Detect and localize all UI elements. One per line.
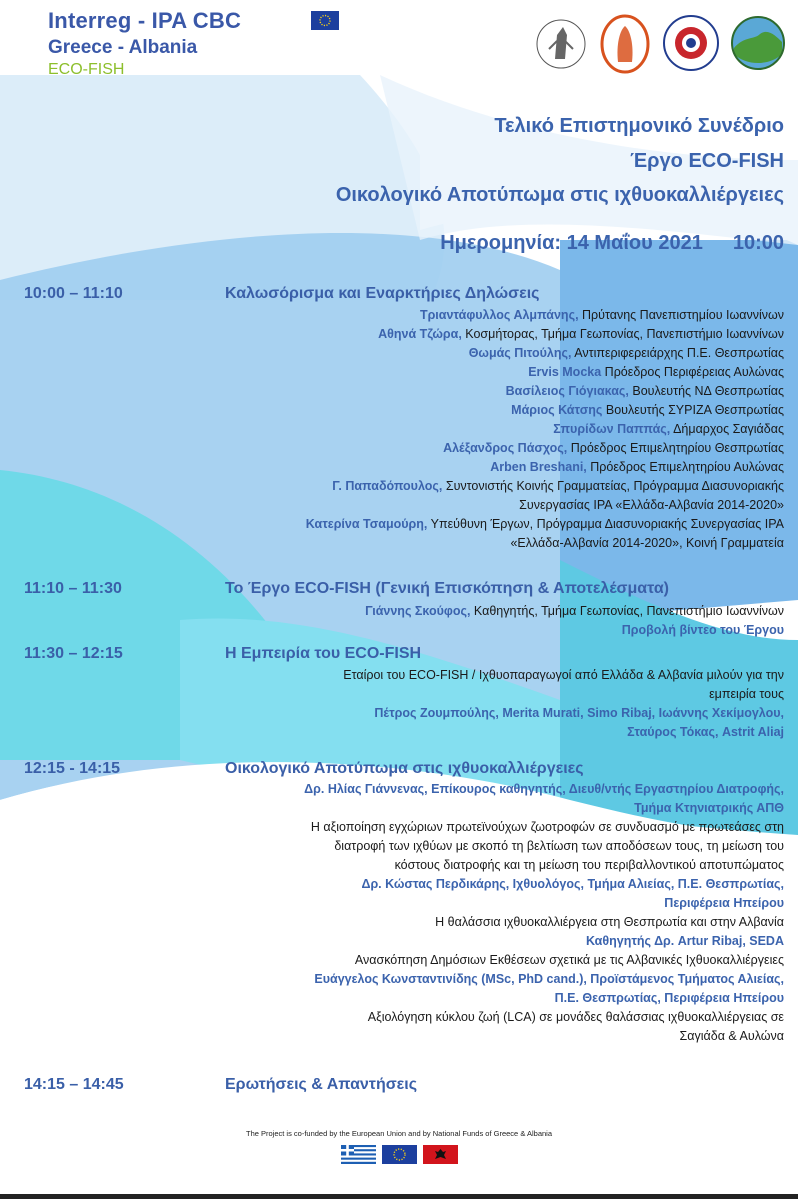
interreg-logo-text: Interreg - IPA CBC: [48, 8, 242, 33]
talk-line: Ανασκόπηση Δημόσιων Εκθέσεων σχετικά με τις Αλβανικές Ιχθυοκαλλιέργειες: [354, 953, 784, 967]
speaker-line: Σταύρος Τόκας, Astrit Aliaj: [627, 725, 784, 739]
chamber-vlora-logo-icon: [662, 14, 720, 72]
speaker-line: Βασίλειος Γιόγιακας, Βουλευτής ΝΔ Θεσπρωτίας: [505, 384, 784, 398]
speaker-line: Τριαντάφυλλος Αλμπάνης, Πρύτανης Πανεπιστημίου Ιωαννίνων: [419, 308, 784, 322]
university-of-ioannina-logo-icon: [535, 15, 587, 73]
speaker-line: Θωμάς Πιτούλης, Αντιπεριφερειάρχης Π.Ε. Θεσπρωτίας: [468, 346, 784, 360]
speaker-line: Ευάγγελος Κωνσταντινίδης (MSc, PhD cand.), Προϊστάμενος Τμήματος Αλιείας,: [314, 972, 784, 986]
eu-flag-icon: [311, 11, 339, 30]
seep-logo-icon: [730, 14, 786, 72]
date-line: [440, 232, 784, 255]
speaker-line: Καθηγητής Δρ. Artur Ribaj, SEDA: [585, 934, 784, 948]
session-title: Το Έργο ECO-FISH (Γενική Επισκόπηση & Αποτελέσματα): [225, 580, 669, 597]
talk-line: Η θαλάσσια ιχθυοκαλλιέργεια στη Θεσπρωτία και στην Αλβανία: [435, 915, 784, 929]
project-title: Έργο ECO-FISH: [630, 150, 784, 172]
session-time: 10:00 – 11:10: [24, 285, 123, 302]
conference-time: 10:00: [732, 232, 784, 254]
session-time: 12:15 - 14:15: [24, 760, 121, 777]
speaker-line: Σπυρίδων Παππάς, Δήμαρχος Σαγιάδας: [553, 422, 784, 436]
session-time: 14:15 – 14:45: [24, 1076, 124, 1093]
speaker-line: Αλέξανδρος Πάσχος, Πρόεδρος Επιμελητηρίου Θεσπρωτίας: [443, 441, 784, 455]
talk-line: διατροφή των ιχθύων με σκοπό τη βελτίωση των αποδόσεων τους, τη μείωση του: [334, 839, 784, 853]
speaker-line: Ervis Mocka Πρόεδρος Περιφέρειας Αυλώνας: [528, 365, 784, 379]
speaker-line: Συνεργασίας IPA «Ελλάδα-Αλβανία 2014-2020»: [519, 498, 784, 512]
speaker-line: Δρ. Ηλίας Γιάννενας, Επίκουρος καθηγητής, Διευθ/ντής Εργαστηρίου Διατροφής,: [304, 782, 784, 796]
project-name: ECO-FISH: [48, 61, 125, 78]
session-time: 11:10 – 11:30: [24, 580, 122, 597]
speaker-line: Δρ. Κώστας Περδικάρης, Ιχθυολόγος, Τμήμα Αλιείας, Π.Ε. Θεσπρωτίας,: [361, 877, 784, 891]
session-title: Ερωτήσεις & Απαντήσεις: [225, 1076, 418, 1093]
speaker-line: Τμήμα Κτηνιατρικής ΑΠΘ: [634, 801, 784, 815]
speaker-line: Π.Ε. Θεσπρωτίας, Περιφέρεια Ηπείρου: [554, 991, 784, 1005]
session-time: 11:30 – 12:15: [24, 645, 123, 662]
chamber-thesprotia-logo-icon: [600, 14, 650, 74]
talk-line: Σαγιάδα & Αυλώνα: [679, 1029, 784, 1043]
funding-note: The Project is co-funded by the European Union and by National Funds of Greece & Albania: [245, 1129, 553, 1138]
bottom-border: [0, 1194, 798, 1199]
speaker-line: Arben Breshani, Πρόεδρος Επιμελητηρίου Αυλώνας: [490, 460, 784, 474]
program-countries: Greece - Albania: [48, 37, 198, 58]
talk-line: Αξιολόγηση κύκλου ζωή (LCA) σε μονάδες θαλάσσιας ιχθυοκαλλιέργειας σε: [367, 1010, 784, 1024]
description-line: εμπειρία τους: [709, 687, 784, 701]
description-line: Εταίροι του ECO-FISH / Ιχθυοπαραγωγοί από Ελλάδα & Αλβανία μιλούν για την: [343, 668, 784, 682]
greece-flag-icon: [341, 1145, 376, 1164]
talk-line: κόστους διατροφής και τη μείωση του περιβαλλοντικού αποτυπώματος: [394, 858, 784, 872]
eu-flag-icon: [382, 1145, 417, 1164]
video-line: Προβολή βίντεο του Έργου: [621, 623, 784, 637]
talk-line: Η αξιοποίηση εγχώριων πρωτεϊνούχων ζωοτροφών σε συνδυασμό με πρωτεάσες στη: [310, 820, 784, 834]
speaker-line: Αθηνά Τζώρα, Κοσμήτορας, Τμήμα Γεωπονίας, Πανεπιστήμιο Ιωαννίνων: [378, 327, 784, 341]
speaker-line: Μάριος Κάτσης Βουλευτής ΣΥΡΙΖΑ Θεσπρωτίας: [511, 403, 784, 417]
albania-flag-icon: [423, 1145, 458, 1164]
conference-date: Ημερομηνία: 14 Μαΐου 2021: [440, 232, 703, 254]
speaker-line: Πέτρος Ζουμπούλης, Merita Murati, Simo Ribaj, Ιωάννης Χεκίμογλου,: [374, 706, 784, 720]
speaker-line: Κατερίνα Τσαμούρη, Υπεύθυνη Έργων, Πρόγραμμα Διασυνοριακής Συνεργασίας IPA: [305, 517, 784, 531]
conference-subtitle: Οικολογικό Αποτύπωμα στις ιχθυοκαλλιέργειες: [335, 184, 784, 206]
speaker-line: Γ. Παπαδόπουλος, Συντονιστής Κοινής Γραμματείας, Πρόγραμμα Διασυνοριακής: [332, 479, 784, 493]
session-title: Η Εμπειρία του ECO-FISH: [225, 645, 422, 662]
session-title: Οικολογικό Αποτύπωμα στις ιχθυοκαλλιέργειες: [225, 760, 584, 777]
speaker-line: «Ελλάδα-Αλβανία 2014-2020», Κοινή Γραμματεία: [510, 536, 784, 550]
speaker-line: Γιάννης Σκούφος, Καθηγητής, Τμήμα Γεωπονίας, Πανεπιστήμιο Ιωαννίνων: [365, 604, 784, 618]
conference-title: Τελικό Επιστημονικό Συνέδριο: [494, 115, 784, 137]
speaker-line: Περιφέρεια Ηπείρου: [664, 896, 784, 910]
session-title: Καλωσόρισμα και Εναρκτήριες Δηλώσεις: [225, 285, 540, 302]
